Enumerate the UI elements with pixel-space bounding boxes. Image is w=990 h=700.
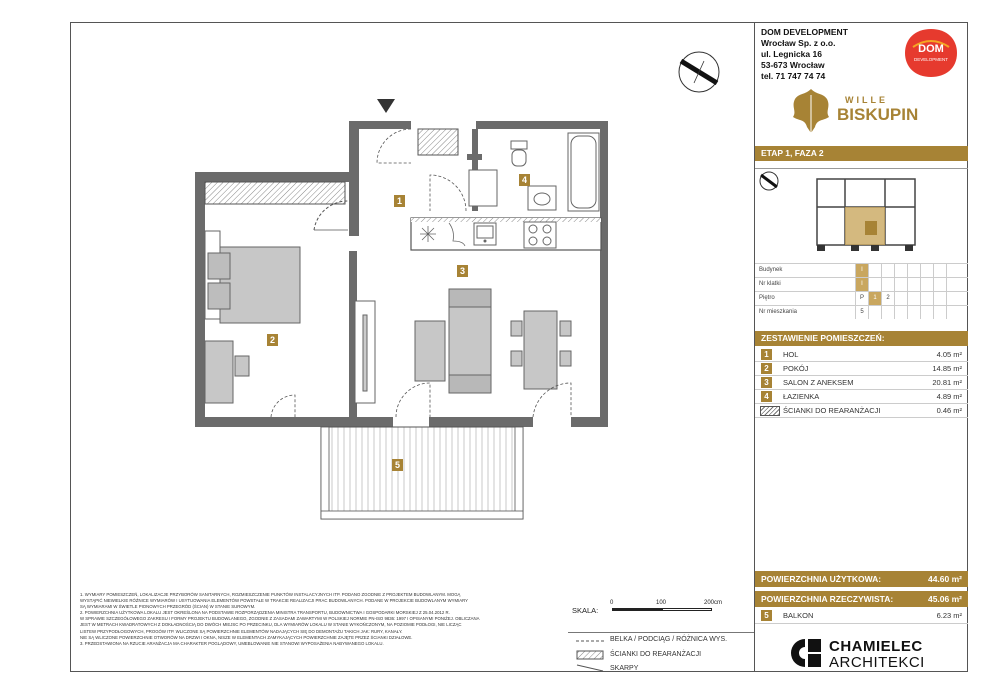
grid-cell [881,306,894,319]
desk [205,341,249,403]
north-arrow-icon [679,52,719,92]
room-area: 20.81 m² [932,378,962,387]
company-phone: tel. 71 747 74 74 [761,71,826,81]
company-name: DOM DEVELOPMENT [761,27,848,37]
room-row-lazienka [755,390,968,404]
company-city: 53-673 Wrocław [761,60,825,70]
cabinet-hatch [418,129,458,155]
bed [205,231,300,323]
entrance-door-swing [377,129,411,163]
usable-area-label: POWIERZCHNIA UŻYTKOWA: [761,574,882,584]
info-apartment-value: 5 [855,306,868,319]
legend-walls: ŚCIANKI DO REARANŻACJI [610,651,702,658]
balcony-num: 5 [761,610,772,621]
floor-plan-drawing [71,23,754,588]
grid-cell [946,264,959,277]
rooms-title: ZESTAWIENIE POMIESZCZEŃ: [755,331,968,346]
grid-cell [933,278,946,291]
sidebar [754,23,968,671]
room-name: ŁAZIENKA [783,392,820,401]
room-num: 3 [761,377,772,388]
room-tag-balkon: 5 [392,459,403,471]
bathroom-fixtures [469,133,599,211]
walls-area: 0.46 m² [936,406,962,415]
room-area: 4.89 m² [936,392,962,401]
scale-tick-0: 0 [610,600,614,606]
scale-tick-100: 100 [656,600,667,606]
room-row-hol [755,348,968,362]
grid-cell [907,306,920,319]
info-staircase-value: I [855,278,868,291]
living-room-furniture [355,289,571,403]
chamielec-line1: CHAMIELEC [829,638,923,655]
room-num: 4 [761,391,772,402]
room-name: POKÓJ [783,364,809,373]
grid-cell [920,292,933,305]
stage-band: ETAP 1, FAZA 2 [755,146,968,161]
actual-area-value: 45.06 m² [927,594,962,604]
note-line: JEST W METRACH KWADRATOWYCH Z DOKŁADNOŚCIĄ DO DWÓCH MIEJSC PO PRZECINKU, DLA WYMIARÓW LOKALU W STANIE WYKOŃCZONYM, NA POZIOMIE PODŁOGI, NIE LICZĄC [80,622,462,628]
door-swing-bedroom [314,201,348,230]
chamielec-mark-icon [789,637,823,669]
legend-symbols [576,637,606,673]
legend-beam: BELKA / PODCIĄG / RÓŻNICA WYS. [610,636,728,643]
room-tag-hol: 1 [394,195,405,207]
floor-plan [71,23,754,588]
info-floor [755,291,968,305]
info-building-value: I [855,264,868,277]
note-line: NIE SĄ WLICZONE POWIERZCHNIE OTWORÓW NA DRZWI I OKNA, NISZE W ELEMENTACH ZAMYKAJĄCYCH POWIERZCHNIE ZAJĘTE PRZEZ ŚCIANKI DZIAŁOWE. [80,634,413,640]
company-entity: Wrocław Sp. z o.o. [761,38,836,48]
grid-cell [907,278,920,291]
info-floor-label: Piętro [759,295,775,301]
usable-area-row [755,571,968,587]
grid-cell [920,278,933,291]
room-num: 1 [761,349,772,360]
bathroom-door-swing [430,175,466,211]
grid-cell [868,278,881,291]
room-row-walls [755,404,968,418]
info-staircase [755,277,968,291]
wardrobe-hatch [205,182,345,204]
grid-cell [933,264,946,277]
grid-cell [894,278,907,291]
balcony [321,427,523,519]
room-tag-lazienka: 4 [519,174,530,186]
scale-bar [568,600,738,620]
key-plan [755,168,968,264]
room-tag-pokoj: 2 [267,334,278,346]
room-area: 4.05 m² [936,350,962,359]
rooms-table [755,348,968,418]
oak-leaf-icon [787,85,835,135]
grid-cell [946,306,959,319]
company-street: ul. Legnicka 16 [761,49,822,59]
room-area: 14.85 m² [932,364,962,373]
kitchen-counter [411,218,601,250]
grid-cell [920,264,933,277]
grid-cell [946,292,959,305]
info-building [755,263,968,277]
entrance-marker-icon [377,99,395,113]
floor-option-1: 1 [868,292,881,305]
note-line: WYSTĄPIĆ NIEWIELKIE RÓŻNICE WYMIARÓW I USYTUOWANIA ELEMENTÓW POWSTAŁE W TRAKCIE REALIZACJI PRAC BUDOWLANYCH. PODANE W PROJEKCIE BUDOWLANYM WYMIARY [80,598,469,604]
room-name: SALON Z ANEKSEM [783,378,854,387]
room-row-pokoj [755,362,968,376]
note-line: 2. POWIERZCHNIA UŻYTKOWA LOKALU JEST OKREŚLONA NA PODSTAWIE ROZPORZĄDZENIA MINISTRA TRANSPORTU, BUDOWNICTWA I GOSPODARKI MORSKIEJ Z 25.04.2012 R. [80,610,450,616]
balcony-name: BALKON [783,611,814,620]
note-line: 1. WYMIARY POMIESZCZEŃ, LOKALIZACJE PRZYBORÓW SANITARNYCH, ROZMIESZCZENIE PUNKTÓW INSTALACYJNYCH ITP. PODANO ZGODNIE Z PROJEKTEM BUDOWLANYM. MOGĄ [80,592,461,597]
brand-small: WILLE [845,95,888,105]
grid-cell [946,278,959,291]
grid-cell [894,264,907,277]
walls-name: ŚCIANKI DO REARANŻACJI [783,406,881,415]
floor-option-2: 2 [881,292,894,305]
note-line: SĄ WYMIARAMI W ŚWIETLE PIONOWYCH PRZEGRÓD (ŚCIAN) W STANIE SUROWYM. [80,604,256,610]
usable-area-value: 44.60 m² [927,574,962,584]
room-name: HOL [783,350,799,359]
room-tag-salon: 3 [457,265,468,277]
scale-segment-dark [612,608,662,611]
legend [568,632,754,673]
scale-tick-200: 200cm [704,600,723,606]
info-staircase-label: Nr klatki [759,281,781,287]
grid-cell [894,306,907,319]
scale-label: SKALA: [572,606,599,615]
note-line: 3. PRZEDSTAWIONA NA RZUCIE ARANŻACJA MA CHARAKTER POGLĄDOWY, UMEBLOWANIE NIE STANOWI WYPOSAŻENIA NABYWANEGO LOKALU. [80,640,384,646]
company-info [761,27,848,82]
dom-logo-text: DOM [918,43,944,55]
grid-cell [881,264,894,277]
actual-area-row [755,591,968,607]
grid-cell [868,306,881,319]
actual-area-label: POWIERZCHNIA RZECZYWISTA: [761,594,894,604]
grid-cell [933,306,946,319]
wille-biskupin-logo [787,85,937,137]
note-line: LISTEW PRZYPODŁOGOWYCH, PROGÓW ITP. WLICZONE SĄ POWIERZCHNIE ELEMENTÓW NADAJĄCYCH SIĘ DO DEMONTAŻU TAKICH JAK: RURY, KANAŁY. [80,628,403,634]
scale-segment-light [662,608,712,611]
legend-slopes: SKARPY [610,665,639,672]
grid-cell [881,278,894,291]
hatch-swatch-icon [760,406,780,416]
info-building-label: Budynek [759,267,783,273]
notes-block [80,592,550,647]
dom-logo-sub: DEVELOPMENT [913,57,948,62]
balcony-area: 6.23 m² [936,611,962,620]
room-num: 2 [761,363,772,374]
note-line: W SPRAWIE SZCZEGÓŁOWEGO ZAKRESU I FORMY PROJEKTU BUDOWLANEGO, ZGODNIE Z ZASADAMI ZAWARTYMI W POLSKIEJ NORMIE PN-ISO 9836: 1997 I OPISANYMI PONIŻEJ. OBLICZANA [80,616,480,622]
floor-option-p: P [855,292,868,305]
dom-development-logo [903,27,959,79]
grid-cell [920,306,933,319]
brand-big: BISKUPIN [837,105,919,124]
balcony-row [755,609,968,624]
grid-cell [907,264,920,277]
chamielec-line2: ARCHITEKCI [829,654,925,671]
grid-cell [933,292,946,305]
balcony-door-bedroom [271,395,295,417]
info-apartment-label: Nr mieszkania [759,309,798,315]
apartment-info [755,263,968,319]
info-apartment [755,305,968,319]
grid-cell [894,292,907,305]
chamielec-logo [789,637,967,671]
grid-cell [868,264,881,277]
balcony-door-living-left [396,383,430,417]
key-plan-drawing [755,169,968,264]
grid-cell [907,292,920,305]
room-row-salon [755,376,968,390]
